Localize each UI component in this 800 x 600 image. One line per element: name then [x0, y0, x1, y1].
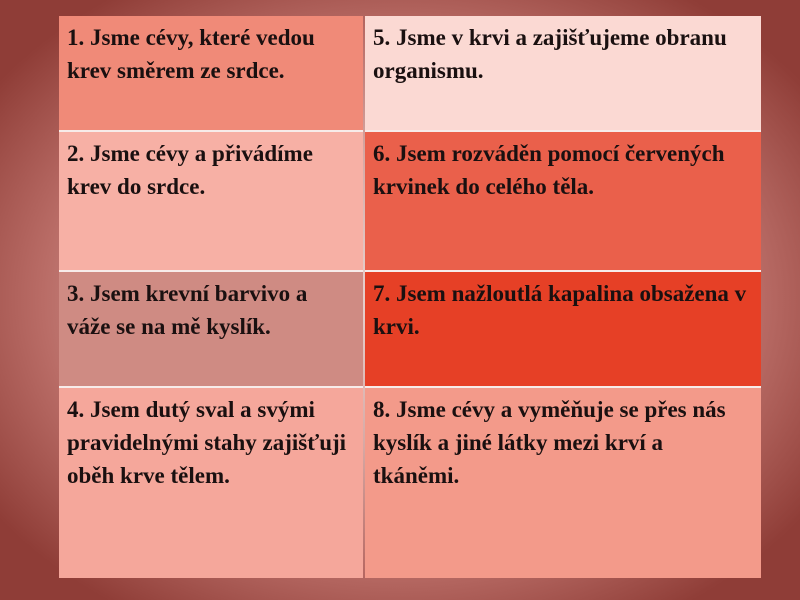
table-cell-4: 4. Jsem dutý sval a svými pravidelnými stahy zajišťuji oběh krve tělem.	[59, 388, 363, 578]
table-cell-6: 6. Jsem rozváděn pomocí červených krvinek do celého těla.	[365, 132, 761, 272]
quiz-table	[59, 16, 759, 578]
table-cell-8: 8. Jsme cévy a vyměňuje se přes nás kyslík a jiné látky mezi krví a tkáněmi.	[365, 388, 761, 578]
table-cell-1: 1. Jsme cévy, které vedou krev směrem ze srdce.	[59, 16, 363, 132]
table-cell-7: 7. Jsem nažloutlá kapalina obsažena v krvi.	[365, 272, 761, 388]
table-cell-3: 3. Jsem krevní barvivo a váže se na mě kyslík.	[59, 272, 363, 388]
table-cell-5: 5. Jsme v krvi a zajišťujeme obranu organismu.	[365, 16, 761, 132]
table-cell-2: 2. Jsme cévy a přivádíme krev do srdce.	[59, 132, 363, 272]
